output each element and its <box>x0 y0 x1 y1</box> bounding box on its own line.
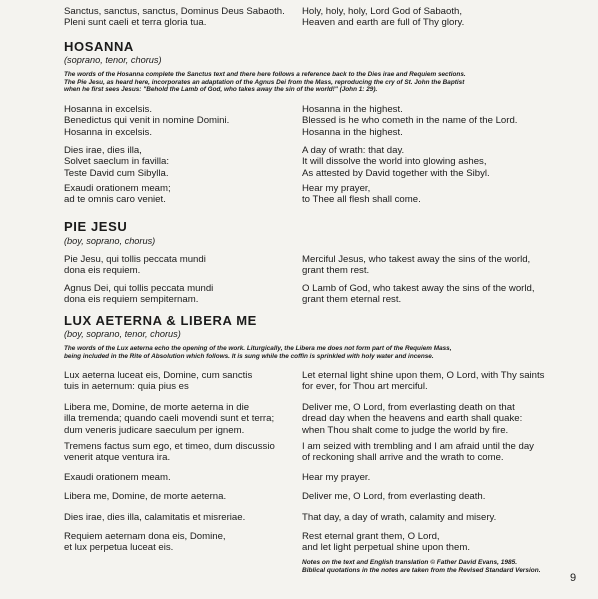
lux-aeterna-heading: LUX AETERNA & LIBERA ME <box>64 313 257 328</box>
latin-text: Pie Jesu, qui tollis peccata mundi dona eis requiem. <box>64 254 206 277</box>
english-text: That day, a day of wrath, calamity and misery. <box>302 512 497 523</box>
english-text: Rest eternal grant them, O Lord, and let light perpetual shine upon them. <box>302 531 471 554</box>
english-text: Deliver me, O Lord, from everlasting death on that dread day when the heavens and earth shall quake: when Thou shalt come to judge the world by fire. <box>302 402 523 436</box>
pie-jesu-heading: PIE JESU <box>64 219 128 234</box>
latin-text: Sanctus, sanctus, sanctus, Dominus Deus Sabaoth. Pleni sunt caeli et terra gloria tua. <box>64 6 285 29</box>
english-text: I am seized with trembling and I am afraid until the day of reckoning shall arrive and the wrath to come. <box>302 441 534 464</box>
latin-text: Agnus Dei, qui tollis peccata mundi dona eis requiem sempiternam. <box>64 283 214 306</box>
hosanna-note: The words of the Hosanna complete the Sanctus text and there here follows a reference back to the Dies irae and Requiem sections. The Pie Jesu, as heard here, incorporates an adaptation of the Agnus Dei from the Mass, reproducing the cry of St. John the Baptist when he first sees Jesus: "Behold the Lamb of God, who takes away the sin of the world!" (John 1: 29). <box>64 71 466 94</box>
latin-text: Exaudi orationem meam; ad te omnis caro veniet. <box>64 183 171 206</box>
latin-text: Requiem aeternam dona eis, Domine, et lux perpetua luceat eis. <box>64 531 226 554</box>
english-text: Hear my prayer, to Thee all flesh shall come. <box>302 183 421 206</box>
english-text: Hosanna in the highest. Blessed is he who cometh in the name of the Lord. Hosanna in the highest. <box>302 104 518 138</box>
latin-text: Tremens factus sum ego, et timeo, dum discussio venerit atque ventura ira. <box>64 441 275 464</box>
translation-credits: Notes on the text and English translation © Father David Evans, 1985. Biblical quotations in the notes are taken from the Revised Standard Version. <box>302 559 541 574</box>
english-text: Deliver me, O Lord, from everlasting death. <box>302 491 486 502</box>
english-text: Let eternal light shine upon them, O Lord, with Thy saints for ever, for Thou art merciful. <box>302 370 545 393</box>
english-text: O Lamb of God, who takest away the sins of the world, grant them eternal rest. <box>302 283 535 306</box>
latin-text: Libera me, Domine, de morte aeterna. <box>64 491 227 502</box>
english-text: Merciful Jesus, who takest away the sins of the world, grant them rest. <box>302 254 531 277</box>
latin-text: Dies irae, dies illa, calamitatis et misreriae. <box>64 512 246 523</box>
lux-aeterna-voices: (boy, soprano, tenor, chorus) <box>64 329 181 339</box>
english-text: Holy, holy, holy, Lord God of Sabaoth, Heaven and earth are full of Thy glory. <box>302 6 465 29</box>
lux-aeterna-note: The words of the Lux aeterna echo the opening of the work. Liturgically, the Libera me does not form part of the Requiem Mass, being included in the Rite of Absolution which follows. It is sung while the coffin is sprinkled with holy water and incense. <box>64 345 452 360</box>
pie-jesu-voices: (boy, soprano, chorus) <box>64 236 156 246</box>
latin-text: Exaudi orationem meam. <box>64 472 171 483</box>
latin-text: Dies irae, dies illa, Solvet saeclum in favilla: Teste David cum Sibylla. <box>64 145 170 179</box>
page-number: 9 <box>570 572 577 584</box>
hosanna-heading: HOSANNA <box>64 39 134 54</box>
english-text: Hear my prayer. <box>302 472 371 483</box>
latin-text: Hosanna in excelsis. Benedictus qui venit in nomine Domini. Hosanna in excelsis. <box>64 104 230 138</box>
latin-text: Lux aeterna luceat eis, Domine, cum sanctis tuis in aeternum: quia pius es <box>64 370 253 393</box>
english-text: A day of wrath: that day. It will dissolve the world into glowing ashes, As attested by David together with the Sibyl. <box>302 145 490 179</box>
hosanna-voices: (soprano, tenor, chorus) <box>64 55 162 65</box>
latin-text: Libera me, Domine, de morte aeterna in die illa tremenda; quando caeli movendi sunt et terra; dum veneris judicare saeculum per ignem. <box>64 402 275 436</box>
